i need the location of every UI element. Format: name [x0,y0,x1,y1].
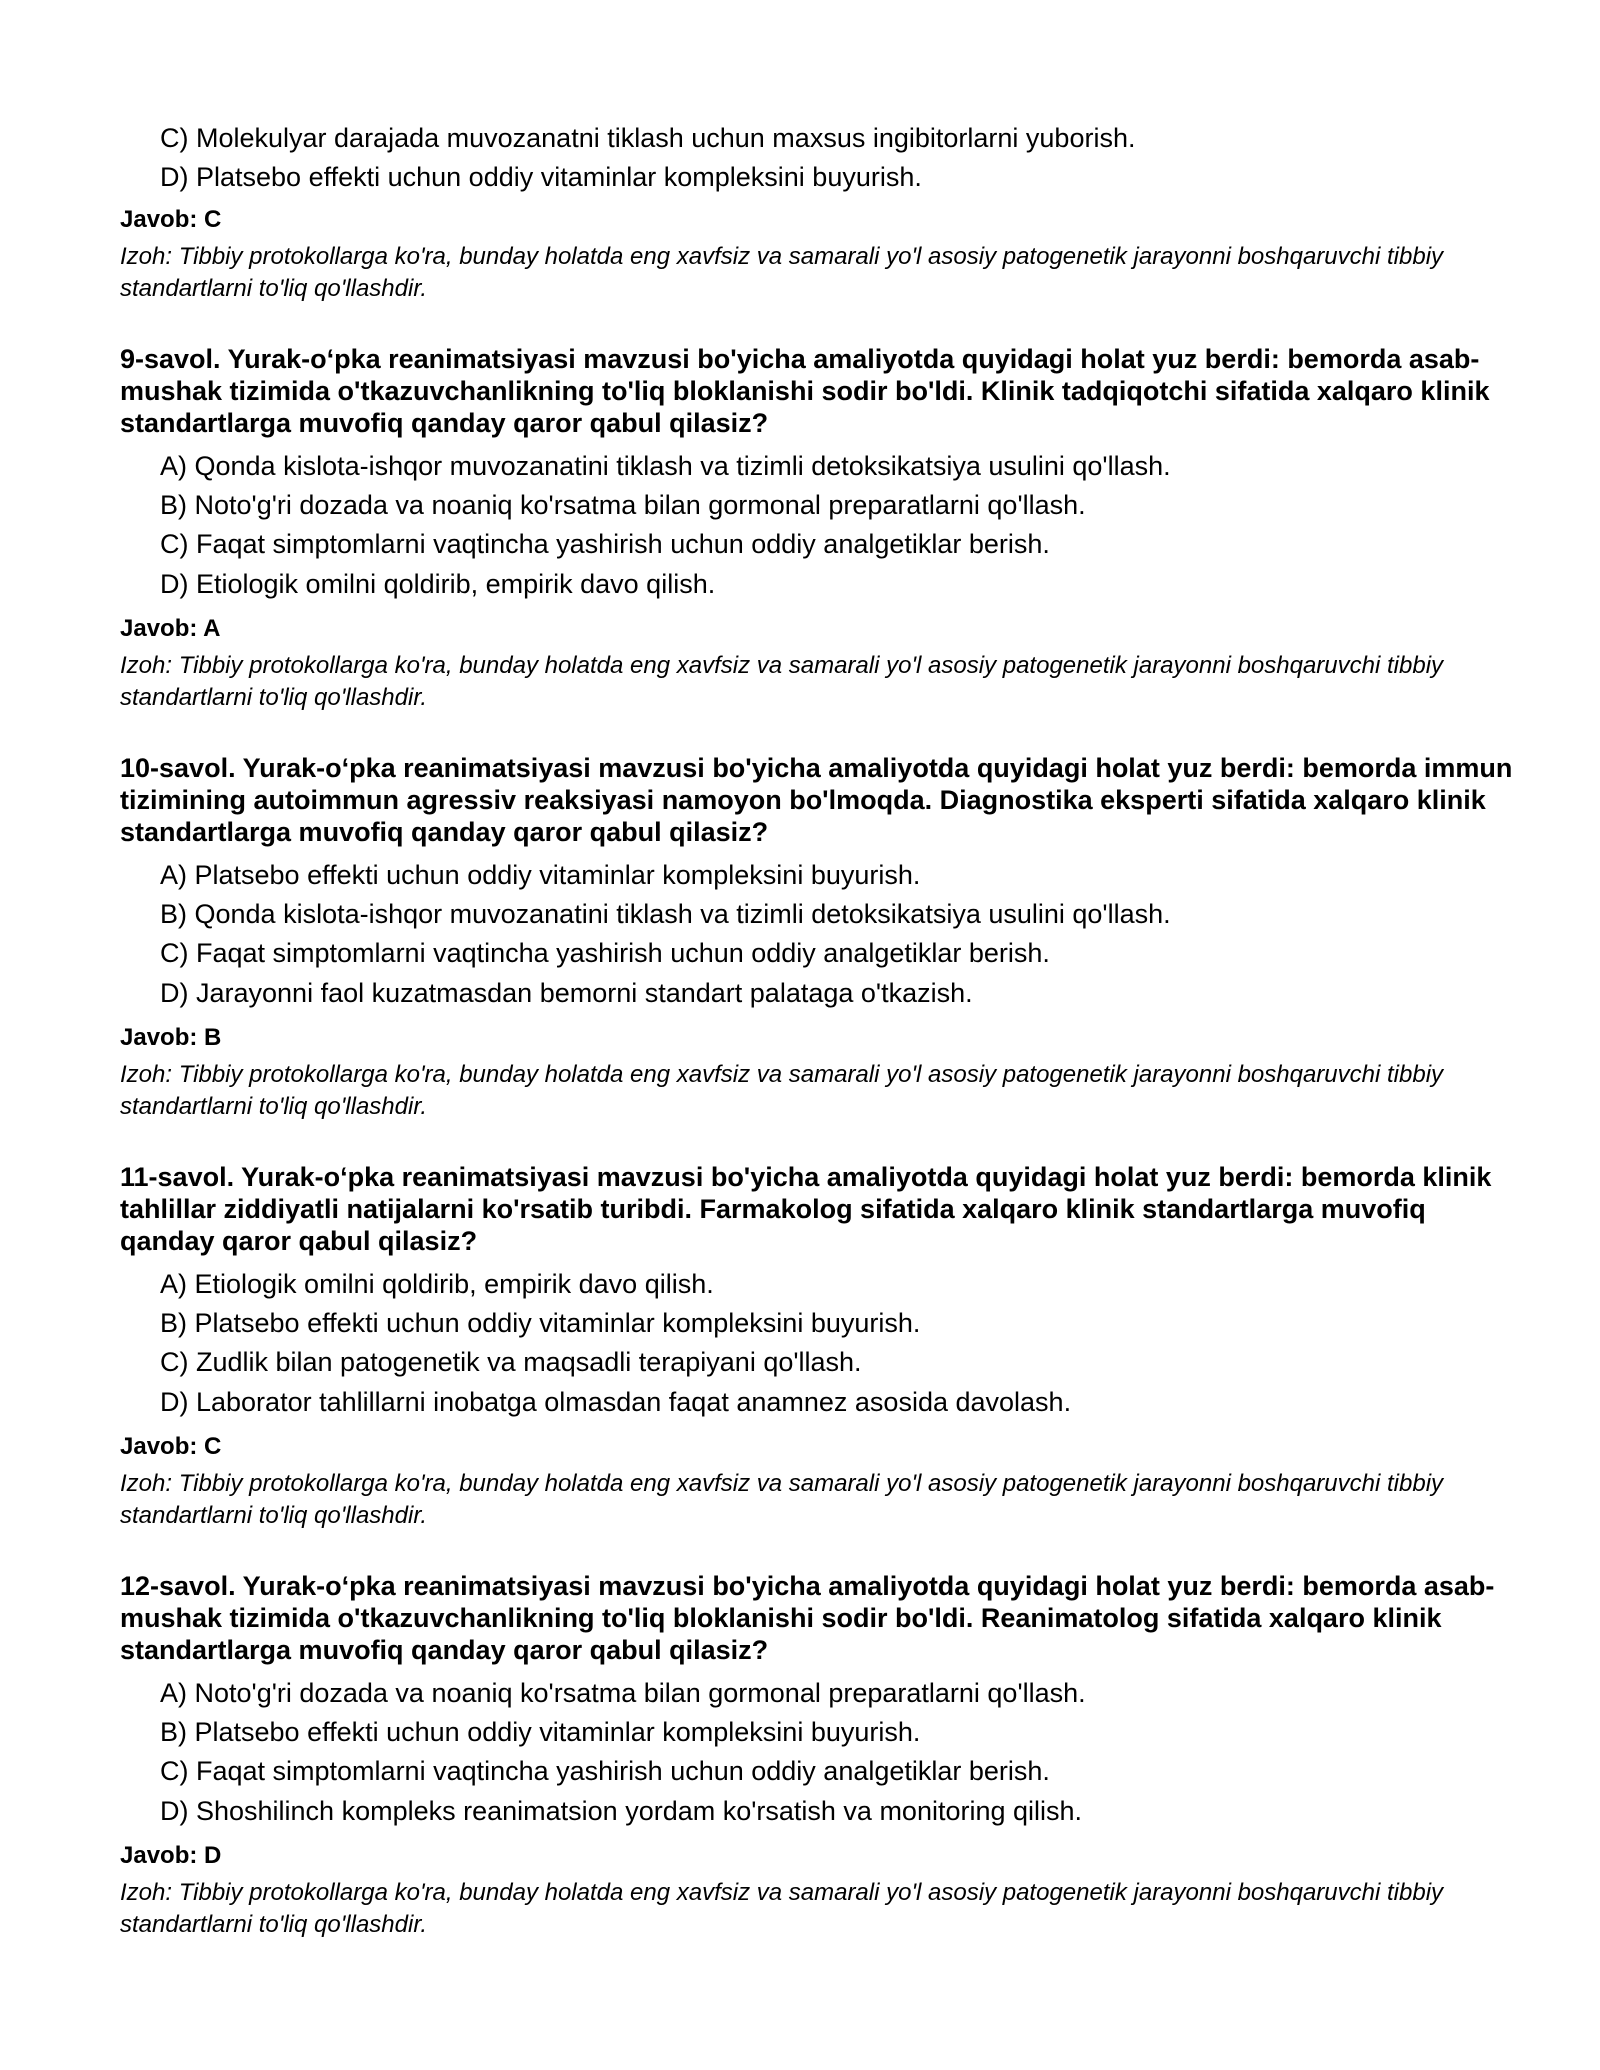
q8-note: Izoh: Tibbiy protokollarga ko'ra, bunday holatda eng xavfsiz va samarali yo'l asosiy patogenetik jarayonni boshqaruvchi tibbiy standartlarni to'liq qo'llashdir. [120,243,1444,302]
q10-note: Izoh: Tibbiy protokollarga ko'ra, bunday holatda eng xavfsiz va samarali yo'l asosiy patogenetik jarayonni boshqaruvchi tibbiy standartlarni to'liq qo'llashdir. [120,1061,1444,1120]
q11-option-b: B) Platsebo effekti uchun oddiy vitaminlar kompleksini buyurish. [160,1308,921,1338]
q12-option-c: C) Faqat simptomlarni vaqtincha yashirish uchun oddiy analgetiklar berish. [160,1756,1050,1786]
q10-answer: Javob: B [120,1024,222,1051]
q11-option-a: A) Etiologik omilni qoldirib, empirik davo qilish. [160,1269,714,1299]
q11-answer: Javob: C [120,1433,222,1460]
q12-option-d: D) Shoshilinch kompleks reanimatsion yordam ko'rsatish va monitoring qilish. [160,1796,1083,1826]
q12-note: Izoh: Tibbiy protokollarga ko'ra, bunday holatda eng xavfsiz va samarali yo'l asosiy patogenetik jarayonni boshqaruvchi tibbiy standartlarni to'liq qo'llashdir. [120,1879,1444,1938]
q9-option-c: C) Faqat simptomlarni vaqtincha yashirish uchun oddiy analgetiklar berish. [160,529,1050,559]
q8-option-d: D) Platsebo effekti uchun oddiy vitaminlar kompleksini buyurish. [160,162,922,192]
q9-note: Izoh: Tibbiy protokollarga ko'ra, bunday holatda eng xavfsiz va samarali yo'l asosiy patogenetik jarayonni boshqaruvchi tibbiy standartlarni to'liq qo'llashdir. [120,652,1444,711]
q11-question: 11-savol. Yurak-o‘pka reanimatsiyasi mavzusi bo'yicha amaliyotda quyidagi holat yuz berdi: bemorda klinik tahlillar ziddiyatli natijalarni ko'rsatib turibdi. Farmakolog sifatida xalqaro klinik standartlarga muvofiq qanday qaror qabul qilasiz? [120,1162,1492,1256]
q12-option-b: B) Platsebo effekti uchun oddiy vitaminlar kompleksini buyurish. [160,1717,921,1747]
q9-question: 9-savol. Yurak-o‘pka reanimatsiyasi mavzusi bo'yicha amaliyotda quyidagi holat yuz berdi: bemorda asab-mushak tizimida o'tkazuvchanlikning to'liq bloklanishi sodir bo'ldi. Klinik tadqiqotchi sifatida xalqaro klinik standartlarga muvofiq qanday qaror qabul qilasiz? [120,344,1490,438]
q9-option-b: B) Noto'g'ri dozada va noaniq ko'rsatma bilan gormonal preparatlarni qo'llash. [160,490,1086,520]
q9-option-a: A) Qonda kislota-ishqor muvozanatini tiklash va tizimli detoksikatsiya usulini qo'llash. [160,451,1171,481]
q8-option-c: C) Molekulyar darajada muvozanatni tiklash uchun maxsus ingibitorlarni yuborish. [160,123,1136,153]
q9-option-d: D) Etiologik omilni qoldirib, empirik davo qilish. [160,569,716,599]
q12-question: 12-savol. Yurak-o‘pka reanimatsiyasi mavzusi bo'yicha amaliyotda quyidagi holat yuz berdi: bemorda asab-mushak tizimida o'tkazuvchanlikning to'liq bloklanishi sodir bo'ldi. Reanimatolog sifatida xalqaro klinik standartlarga muvofiq qanday qaror qabul qilasiz? [120,1571,1495,1665]
q10-option-d: D) Jarayonni faol kuzatmasdan bemorni standart palataga o'tkazish. [160,978,973,1008]
q10-question: 10-savol. Yurak-o‘pka reanimatsiyasi mavzusi bo'yicha amaliyotda quyidagi holat yuz berdi: bemorda immun tizimining autoimmun agressiv reaksiyasi namoyon bo'lmoqda. Diagnostika eksperti sifatida xalqaro klinik standartlarga muvofiq qanday qaror qabul qilasiz? [120,753,1513,847]
q10-option-c: C) Faqat simptomlarni vaqtincha yashirish uchun oddiy analgetiklar berish. [160,938,1050,968]
q10-option-b: B) Qonda kislota-ishqor muvozanatini tiklash va tizimli detoksikatsiya usulini qo'llash. [160,899,1171,929]
q12-option-a: A) Noto'g'ri dozada va noaniq ko'rsatma bilan gormonal preparatlarni qo'llash. [160,1678,1086,1708]
q11-note: Izoh: Tibbiy protokollarga ko'ra, bunday holatda eng xavfsiz va samarali yo'l asosiy patogenetik jarayonni boshqaruvchi tibbiy standartlarni to'liq qo'llashdir. [120,1470,1444,1529]
q11-option-c: C) Zudlik bilan patogenetik va maqsadli terapiyani qo'llash. [160,1347,862,1377]
q9-answer: Javob: A [120,615,221,642]
q8-answer: Javob: C [120,206,222,233]
q12-answer: Javob: D [120,1842,222,1869]
q11-option-d: D) Laborator tahlillarni inobatga olmasdan faqat anamnez asosida davolash. [160,1387,1072,1417]
q10-option-a: A) Platsebo effekti uchun oddiy vitaminlar kompleksini buyurish. [160,860,921,890]
